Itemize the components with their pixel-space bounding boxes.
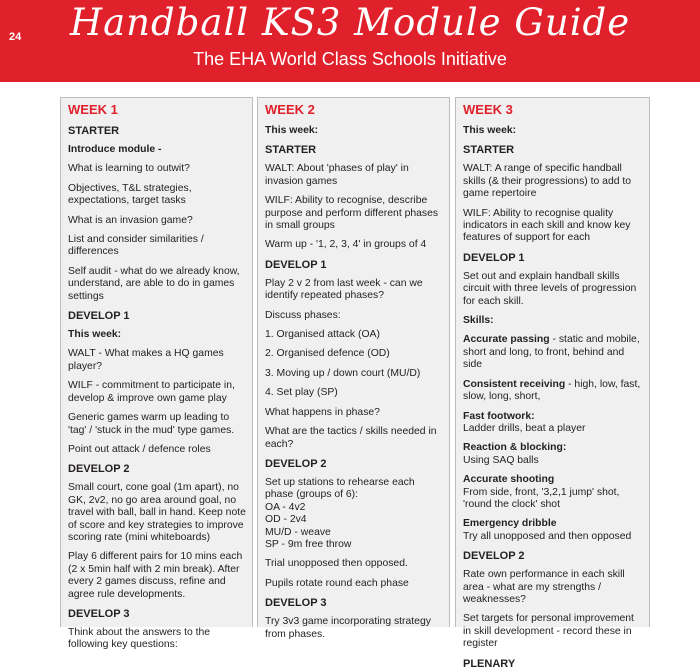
text-line: Pupils rotate round each phase <box>265 577 409 589</box>
section-heading: DEVELOP 2 <box>265 457 327 470</box>
section-heading: STARTER <box>463 144 515 157</box>
text-line: Try 3v3 game incorporating strategy from phases. <box>265 616 431 640</box>
text-line: WALT - What makes a HQ games player? <box>68 348 224 372</box>
skill-item <box>463 334 643 371</box>
page-header <box>0 0 700 82</box>
text-line: SP - 9m free throw <box>265 538 352 550</box>
text-line: 1. Organised attack (OA) <box>265 329 380 341</box>
skill-item <box>463 379 643 404</box>
week-3-heading: WEEK 3 <box>463 102 513 117</box>
section-heading: DEVELOP 1 <box>463 251 525 264</box>
text-line: Point out attack / defence roles <box>68 443 211 455</box>
text-line: What is an invasion game? <box>68 214 193 226</box>
text-line: Set targets for personal improvement in skill development - record these in register <box>463 613 634 650</box>
text-line: What happens in phase? <box>265 406 380 418</box>
text-line: WILF - commitment to participate in, develop & improve own game play <box>68 380 235 404</box>
text-line: Generic games warm up leading to 'tag' / 'stuck in the mud' type games. <box>68 412 235 436</box>
skill-description: Using SAQ balls <box>463 454 539 466</box>
page-number: 24 <box>9 31 22 43</box>
week-3-items <box>463 125 643 670</box>
section-heading: STARTER <box>265 144 317 157</box>
skill-name: Consistent receiving <box>463 378 566 390</box>
skill-description: From side, front, '3,2,1 jump' shot, 'round the clock' shot <box>463 486 620 510</box>
text-line: Small court, cone goal (1m apart), no GK, 2v2, no go area around goal, no travel with ball, ball in hand. Keep note of score and key strategies to improve scoring rate (mini whiteboards) <box>68 482 246 543</box>
section-heading: DEVELOP 1 <box>265 258 327 271</box>
week-1-heading: WEEK 1 <box>68 102 118 117</box>
text-line: Discuss phases: <box>265 309 341 321</box>
section-heading: DEVELOP 3 <box>265 597 327 610</box>
text-line: OD - 2v4 <box>265 514 307 526</box>
bold-text-line: This week: <box>463 125 517 136</box>
section-heading: DEVELOP 2 <box>68 463 130 476</box>
text-line: Warm up - '1, 2, 3, 4' in groups of 4 <box>265 239 427 251</box>
skill-item <box>463 411 643 436</box>
text-line: WILF: Ability to recognise quality indicators in each skill and know key features of support for each <box>463 207 631 244</box>
week-1-items <box>68 125 246 652</box>
text-line: WALT: About 'phases of play' in invasion games <box>265 163 409 187</box>
text-line: 4. Set play (SP) <box>265 387 338 399</box>
bold-text-line: This week: <box>68 329 122 341</box>
text-line: Rate own performance in each skill area - what are my strengths / weaknesses? <box>463 569 625 605</box>
section-heading: PLENARY <box>463 657 516 670</box>
text-line: Set up stations to rehearse each phase (groups of 6): <box>265 476 415 501</box>
text-line: Play 6 different pairs for 10 mins each (2 x 5min half with 2 min break). After every 2 games discuss, refine and agree rule developments. <box>68 551 243 600</box>
week-1-column <box>60 97 253 651</box>
text-line: What is learning to outwit? <box>68 163 190 175</box>
skill-description: - static and mobile, short and long, to front, behind and side <box>463 334 640 371</box>
bold-text-line: Skills: <box>463 315 494 327</box>
text-line: MU/D - weave <box>265 526 331 538</box>
skill-item <box>463 474 643 511</box>
week-3-column <box>455 97 650 670</box>
text-line: Think about the answers to the following key questions: <box>68 626 211 651</box>
skill-description: Ladder drills, beat a player <box>463 422 586 434</box>
text-line: Objectives, T&L strategies, expectations, target tasks <box>68 182 192 207</box>
skill-name: Accurate shooting <box>463 474 555 486</box>
text-line: OA - 4v2 <box>265 501 306 513</box>
text-line: List and consider similarities / differences <box>68 234 204 258</box>
skill-name: Emergency dribble <box>463 518 557 530</box>
skill-item <box>463 442 643 467</box>
page-subtitle: The EHA World Class Schools Initiative <box>193 49 507 69</box>
skill-description: Try all unopposed and then opposed <box>463 530 632 542</box>
text-line: Trial unopposed then opposed. <box>265 558 408 570</box>
text-line: WALT: A range of specific handball skills (& their progressions) to add to game repertoire <box>463 163 632 200</box>
week-2-heading: WEEK 2 <box>265 102 315 117</box>
section-heading: DEVELOP 1 <box>68 310 130 323</box>
week-2-column <box>257 97 450 640</box>
text-line: Set out and explain handball skills circuit with three levels of progression for each skill. <box>463 270 637 307</box>
skill-description: - high, low, fast, slow, long, short, <box>463 378 641 403</box>
section-heading: DEVELOP 2 <box>463 550 525 563</box>
skill-name: Fast footwork: <box>463 410 535 422</box>
week-2-items <box>265 125 443 641</box>
bold-text-line: This week: <box>265 125 319 136</box>
skill-item <box>463 518 643 543</box>
text-line: WILF: Ability to recognise, describe purpose and perform different phases in small groups <box>265 195 439 232</box>
section-heading: DEVELOP 3 <box>68 607 130 620</box>
skill-name: Accurate passing <box>463 334 550 346</box>
text-line: 3. Moving up / down court (MU/D) <box>265 367 421 379</box>
text-line: What are the tactics / skills needed in each? <box>265 426 437 450</box>
text-line: Play 2 v 2 from last week - can we identify repeated phases? <box>265 277 423 302</box>
text-line: 2. Organised defence (OD) <box>265 348 390 360</box>
page-title: Handball KS3 Module Guide <box>69 1 631 44</box>
bold-text-line: Introduce module - <box>68 144 162 155</box>
text-line: Self audit - what do we already know, understand, are able to do in games settings <box>68 265 240 302</box>
skill-name: Reaction & blocking: <box>463 442 567 454</box>
section-heading: STARTER <box>68 125 120 137</box>
